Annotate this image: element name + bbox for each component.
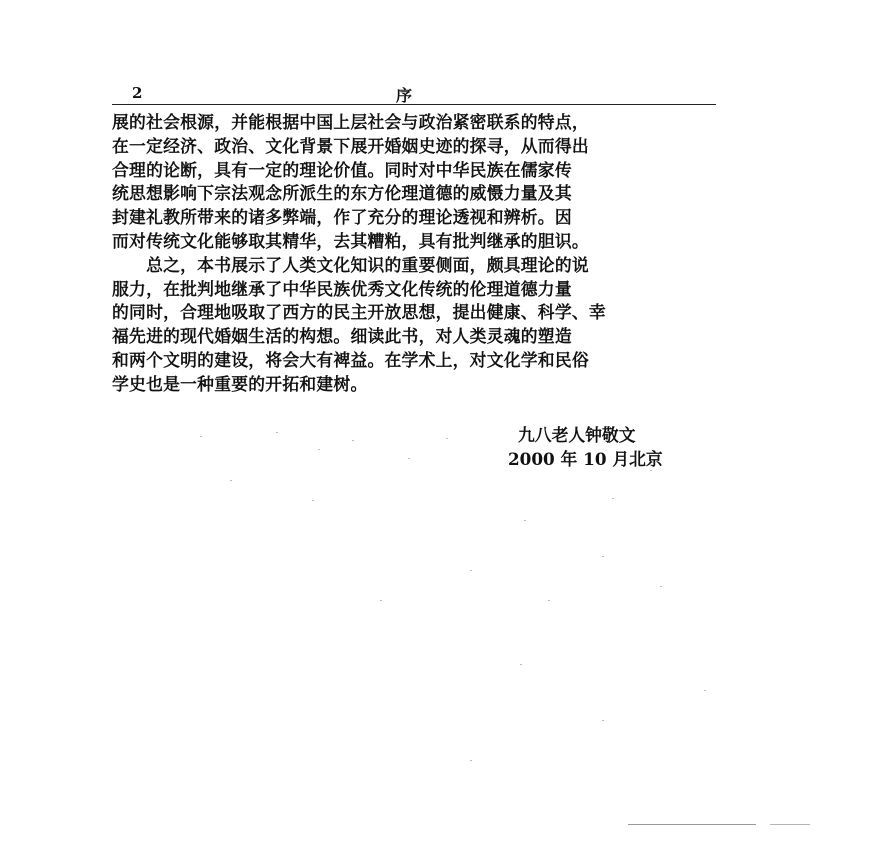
text-line: 封建礼教所带来的诸多弊端，作了充分的理论透视和辨析。因 [112, 207, 572, 228]
running-header [112, 84, 716, 105]
text-line: 的同时，合理地吸取了西方的民主开放思想，提出健康、科学、幸 [112, 302, 606, 323]
text-line: 总之，本书展示了人类文化知识的重要侧面，颇具理论的说 [112, 254, 589, 275]
scan-speck [408, 458, 410, 459]
scan-speck [352, 440, 354, 441]
scan-edge-line [628, 824, 756, 825]
text-line: 合理的论断，具有一定的理论价值。同时对中华民族在儒家传 [112, 159, 572, 180]
text-line: 在一定经济、政治、文化背景下展开婚姻史迹的探寻，从而得出 [112, 135, 589, 156]
scan-speck [602, 556, 604, 557]
text-line: 统思想影响下宗法观念所派生的东方伦理道德的威慑力量及其 [112, 183, 572, 204]
scan-speck [704, 690, 706, 691]
scan-speck [524, 520, 526, 521]
scan-speck [470, 760, 472, 761]
text-line: 和两个文明的建设，将会大有裨益。在学术上，对文化学和民俗 [112, 349, 589, 370]
preface-body [112, 111, 716, 397]
text-line: 而对传统文化能够取其精华，去其糟粕，具有批判继承的胆识。 [112, 230, 589, 251]
text-line: 福先进的现代婚姻生活的构想。细读此书，对人类灵魂的塑造 [112, 326, 572, 347]
scan-edge-line [770, 824, 810, 825]
scan-speck [318, 449, 320, 450]
section-title: 序 [396, 86, 413, 105]
scan-speck [548, 600, 550, 601]
scan-speck [520, 664, 522, 665]
scan-speck [200, 436, 202, 437]
scan-speck [276, 432, 278, 433]
scan-speck [470, 570, 472, 571]
text-line: 展的社会根源，并能根据中国上层社会与政治紧密联系的特点， [112, 112, 589, 132]
signature-block [490, 423, 720, 471]
scan-speck [312, 500, 314, 501]
author-signature: 九八老人钟敬文 [518, 425, 636, 445]
scan-speck [380, 600, 382, 601]
scan-speck [230, 480, 232, 481]
text-line: 学史也是一种重要的开拓和建树。 [112, 373, 368, 394]
scan-speck [660, 586, 662, 587]
scan-speck [602, 720, 604, 721]
signature-date: 2000 年 10 月北京 [508, 449, 663, 469]
page-number: 2 [132, 84, 143, 102]
scan-speck [612, 498, 614, 499]
scan-speck [650, 470, 652, 471]
text-line: 服力，在批判地继承了中华民族优秀文化传统的伦理道德力量 [112, 278, 572, 299]
scan-speck [446, 438, 448, 439]
